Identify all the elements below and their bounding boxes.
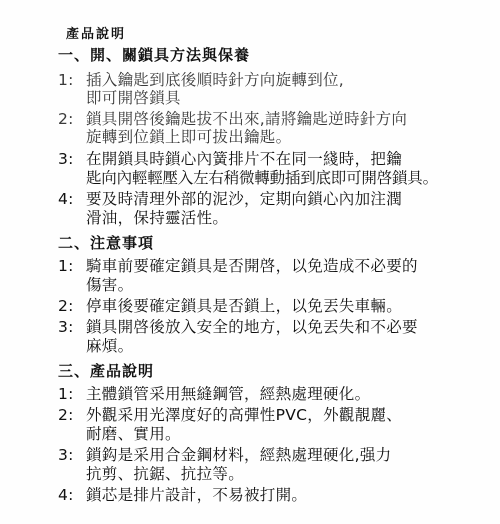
item-number: 1: [58,385,74,403]
document-title: 產品說明 [66,27,127,42]
item-text-continued: 匙向內輕輕壓入左右稍微轉動插到底即可開啓鎖具。 [86,169,438,187]
list-item [58,446,391,464]
section-heading-maintenance: 一、開、關鎖具方法與保養 [58,46,251,64]
item-text: 插入鑰匙到底後順時針方向旋轉到位, [86,71,345,89]
item-text-continued: 抗剪、抗鋸、抗拉等。 [86,465,245,483]
list-item [58,257,418,275]
item-text: 在開鎖具時鎖心內簧排片不在同一綫時，把鑰 [86,150,403,168]
item-number: 1: [58,71,74,89]
item-text-continued: 耐磨、實用。 [86,425,181,443]
list-item [58,110,407,128]
item-number: 3: [58,150,74,168]
list-item [58,190,402,208]
item-number: 3: [58,446,74,464]
item-number: 1: [58,257,74,275]
item-number: 3: [58,318,74,336]
section-heading-product: 三、產品說明 [58,362,155,380]
list-item [58,150,402,168]
item-text: 鎖具開啓後放入安全的地方，以免丟失和不必要 [86,318,418,336]
item-text-continued: 傷害。 [86,276,134,294]
section-heading-notes: 二、注意事項 [58,234,155,252]
item-text: 停車後要確定鎖具是否鎖上，以免丟失車輛。 [86,297,403,315]
item-text: 鎖芯是排片設計，不易被打開。 [86,486,308,504]
item-number: 2: [58,110,74,128]
item-number: 2: [58,406,74,424]
item-text: 騎車前要確定鎖具是否開啓，以免造成不必要的 [86,257,418,275]
list-item [58,486,307,504]
item-text: 要及時清理外部的泥沙，定期向鎖心內加注潤 [86,190,403,208]
item-text: 鎖具開啓後鑰匙拔不出來,請將鑰匙逆時針方向 [86,110,408,128]
list-item [58,297,402,315]
item-text-continued: 旋轉到位鎖上即可拔出鑰匙。 [86,128,292,146]
list-item [58,318,418,336]
item-number: 4: [58,190,74,208]
item-number: 4: [58,486,74,504]
item-text: 外觀采用光澤度好的高彈性PVC，外觀靚麗、 [86,406,403,424]
item-text-continued: 麻煩。 [86,337,134,355]
item-text: 鎖鈎是采用合金鋼材料，經熱處理硬化,强力 [86,446,392,464]
list-item [58,406,402,424]
list-item [58,71,344,89]
item-text: 主體鎖管采用無縫鋼管，經熱處理硬化。 [86,385,371,403]
item-text-continued: 滑油，保持靈活性。 [86,209,229,227]
item-number: 2: [58,297,74,315]
item-text-continued: 即可開啓鎖具 [86,89,181,107]
list-item [58,385,370,403]
